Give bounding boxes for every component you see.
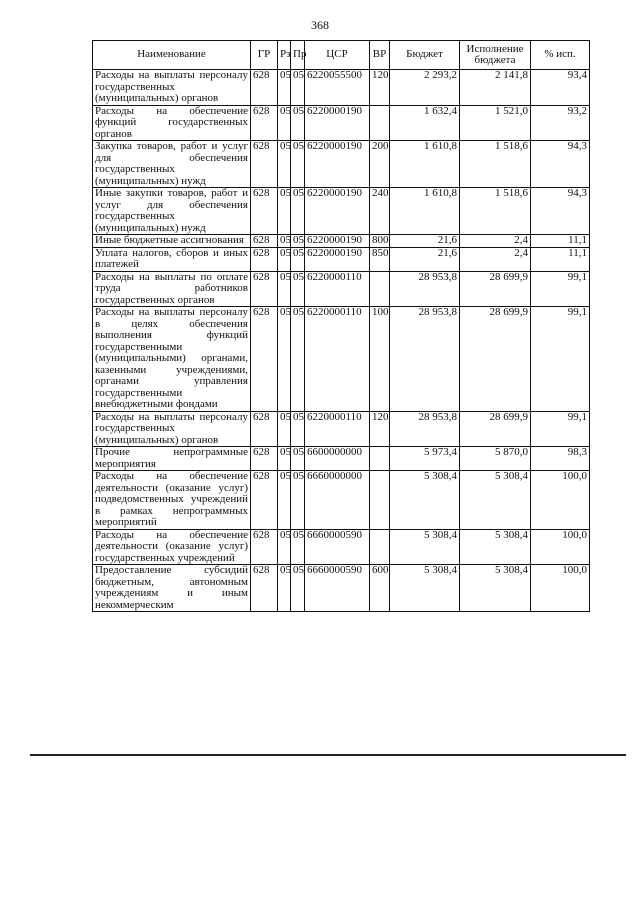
row-percent: 11,1 — [531, 247, 590, 271]
row-budget: 21,6 — [390, 235, 460, 248]
row-budget: 21,6 — [390, 247, 460, 271]
row-pr: 05 — [291, 141, 305, 188]
row-vr: 240 — [370, 188, 390, 235]
row-rz: 05 — [278, 141, 291, 188]
row-vr: 800 — [370, 235, 390, 248]
row-vr — [370, 471, 390, 530]
row-name: Расходы на обеспечение деятельности (оказание услуг) подведомственных учреждений в рамках непрограммных мероприятий — [93, 471, 251, 530]
table-row — [93, 529, 590, 565]
row-execution: 5 308,4 — [460, 565, 531, 612]
row-percent: 100,0 — [531, 529, 590, 565]
row-vr — [370, 105, 390, 141]
row-execution: 2,4 — [460, 235, 531, 248]
header-csr: ЦСР — [305, 41, 370, 70]
row-budget: 28 953,8 — [390, 307, 460, 412]
row-gr: 628 — [251, 565, 278, 612]
budget-table — [92, 40, 590, 612]
row-name: Уплата налогов, сборов и иных платежей — [93, 247, 251, 271]
row-rz: 05 — [278, 447, 291, 471]
row-csr: 6220000110 — [305, 271, 370, 307]
row-pr: 05 — [291, 307, 305, 412]
row-gr: 628 — [251, 188, 278, 235]
row-budget: 28 953,8 — [390, 411, 460, 447]
row-vr — [370, 271, 390, 307]
row-name: Иные бюджетные ассигнования — [93, 235, 251, 248]
header-percent: % исп. — [531, 41, 590, 70]
row-percent: 98,3 — [531, 447, 590, 471]
row-pr: 05 — [291, 247, 305, 271]
row-csr: 6220000110 — [305, 307, 370, 412]
row-budget: 2 293,2 — [390, 70, 460, 106]
row-csr: 6220000110 — [305, 411, 370, 447]
row-percent: 94,3 — [531, 188, 590, 235]
row-rz: 05 — [278, 105, 291, 141]
row-pr: 05 — [291, 235, 305, 248]
row-csr: 6660000000 — [305, 471, 370, 530]
row-gr: 628 — [251, 411, 278, 447]
header-budget: Бюджет — [390, 41, 460, 70]
row-vr: 600 — [370, 565, 390, 612]
row-name: Расходы на выплаты персоналу государственных (муниципальных) органов — [93, 411, 251, 447]
row-vr: 200 — [370, 141, 390, 188]
row-execution: 28 699,9 — [460, 411, 531, 447]
row-name: Закупка товаров, работ и услуг для обеспечения государственных (муниципальных) нужд — [93, 141, 251, 188]
row-budget: 5 973,4 — [390, 447, 460, 471]
table-row — [93, 565, 590, 612]
row-execution: 28 699,9 — [460, 271, 531, 307]
row-percent: 94,3 — [531, 141, 590, 188]
row-rz: 05 — [278, 188, 291, 235]
row-budget: 1 610,8 — [390, 141, 460, 188]
row-name: Прочие непрограммные мероприятия — [93, 447, 251, 471]
row-pr: 05 — [291, 471, 305, 530]
row-percent: 99,1 — [531, 271, 590, 307]
table-row — [93, 447, 590, 471]
row-rz: 05 — [278, 247, 291, 271]
bottom-divider-line — [30, 754, 626, 756]
row-percent: 11,1 — [531, 235, 590, 248]
row-budget: 28 953,8 — [390, 271, 460, 307]
row-vr: 120 — [370, 411, 390, 447]
row-name: Иные закупки товаров, работ и услуг для обеспечения государственных (муниципальных) нужд — [93, 188, 251, 235]
row-name: Расходы на выплаты по оплате труда работников государственных органов — [93, 271, 251, 307]
row-name: Предоставление субсидий бюджетным, автономным учреждениям и иным некоммерческим — [93, 565, 251, 612]
row-execution: 1 521,0 — [460, 105, 531, 141]
row-gr: 628 — [251, 471, 278, 530]
row-percent: 93,4 — [531, 70, 590, 106]
row-execution: 1 518,6 — [460, 188, 531, 235]
table-row — [93, 247, 590, 271]
row-pr: 05 — [291, 70, 305, 106]
row-gr: 628 — [251, 271, 278, 307]
row-vr: 100 — [370, 307, 390, 412]
row-execution: 2 141,8 — [460, 70, 531, 106]
page-number: 368 — [311, 18, 329, 32]
row-gr: 628 — [251, 307, 278, 412]
row-gr: 628 — [251, 141, 278, 188]
table-row — [93, 271, 590, 307]
table-row — [93, 235, 590, 248]
row-csr: 6660000590 — [305, 529, 370, 565]
row-rz: 05 — [278, 271, 291, 307]
row-rz: 05 — [278, 307, 291, 412]
row-csr: 6220000190 — [305, 105, 370, 141]
row-name: Расходы на выплаты персоналу в целях обеспечения выполнения функций государственными (муниципальными) органами, казенными учреждениями, органами управления государственными внебюджетными фондами — [93, 307, 251, 412]
row-pr: 05 — [291, 188, 305, 235]
row-name: Расходы на обеспечение деятельности (оказание услуг) государственных учреждений — [93, 529, 251, 565]
row-vr: 850 — [370, 247, 390, 271]
row-pr: 05 — [291, 447, 305, 471]
table-row — [93, 411, 590, 447]
header-vr: ВР — [370, 41, 390, 70]
row-csr: 6660000590 — [305, 565, 370, 612]
header-name: Наименование — [93, 41, 251, 70]
row-name: Расходы на обеспечение функций государственных органов — [93, 105, 251, 141]
row-execution: 1 518,6 — [460, 141, 531, 188]
header-gr: ГР — [251, 41, 278, 70]
row-gr: 628 — [251, 247, 278, 271]
row-name: Расходы на выплаты персоналу государственных (муниципальных) органов — [93, 70, 251, 106]
table-row — [93, 70, 590, 106]
row-vr: 120 — [370, 70, 390, 106]
table-row — [93, 141, 590, 188]
row-budget: 1 610,8 — [390, 188, 460, 235]
row-execution: 5 308,4 — [460, 529, 531, 565]
row-rz: 05 — [278, 70, 291, 106]
row-rz: 05 — [278, 529, 291, 565]
header-pr: Пр — [291, 41, 305, 70]
row-percent: 99,1 — [531, 307, 590, 412]
row-pr: 05 — [291, 411, 305, 447]
row-percent: 99,1 — [531, 411, 590, 447]
table-body — [93, 70, 590, 612]
row-csr: 6220055500 — [305, 70, 370, 106]
row-csr: 6220000190 — [305, 235, 370, 248]
row-percent: 100,0 — [531, 565, 590, 612]
header-execution: Исполнение бюджета — [460, 41, 531, 70]
table-row — [93, 307, 590, 412]
row-budget: 5 308,4 — [390, 529, 460, 565]
row-execution: 28 699,9 — [460, 307, 531, 412]
table-header-row — [93, 41, 590, 70]
row-csr: 6220000190 — [305, 247, 370, 271]
table-row — [93, 188, 590, 235]
row-execution: 5 308,4 — [460, 471, 531, 530]
row-gr: 628 — [251, 70, 278, 106]
table-row — [93, 105, 590, 141]
row-csr: 6220000190 — [305, 188, 370, 235]
row-budget: 5 308,4 — [390, 471, 460, 530]
row-pr: 05 — [291, 105, 305, 141]
row-gr: 628 — [251, 105, 278, 141]
row-budget: 1 632,4 — [390, 105, 460, 141]
row-gr: 628 — [251, 447, 278, 471]
row-gr: 628 — [251, 529, 278, 565]
row-pr: 05 — [291, 565, 305, 612]
row-percent: 93,2 — [531, 105, 590, 141]
row-percent: 100,0 — [531, 471, 590, 530]
row-rz: 05 — [278, 565, 291, 612]
row-budget: 5 308,4 — [390, 565, 460, 612]
row-pr: 05 — [291, 271, 305, 307]
row-execution: 2,4 — [460, 247, 531, 271]
row-gr: 628 — [251, 235, 278, 248]
row-csr: 6220000190 — [305, 141, 370, 188]
row-csr: 6600000000 — [305, 447, 370, 471]
row-rz: 05 — [278, 471, 291, 530]
row-execution: 5 870,0 — [460, 447, 531, 471]
row-pr: 05 — [291, 529, 305, 565]
row-rz: 05 — [278, 411, 291, 447]
row-vr — [370, 529, 390, 565]
table-row — [93, 471, 590, 530]
row-rz: 05 — [278, 235, 291, 248]
header-rz: Рз — [278, 41, 291, 70]
row-vr — [370, 447, 390, 471]
